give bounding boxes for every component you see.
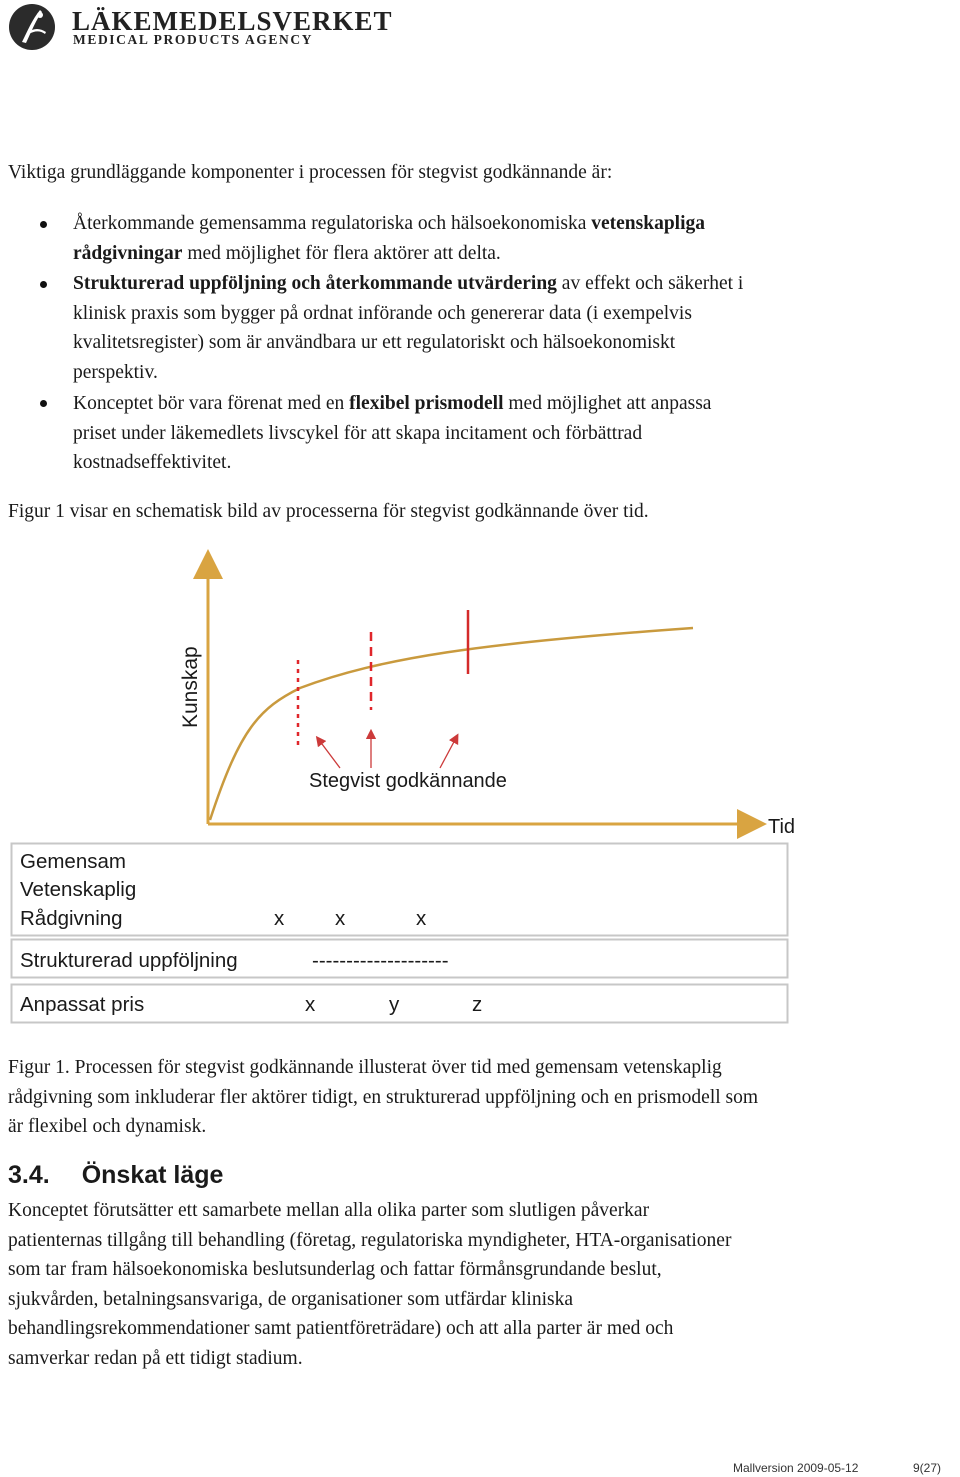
row-label-line: Rådgivning (20, 907, 123, 930)
bullet-list (0, 209, 960, 479)
row-mark: x (305, 993, 316, 1016)
y-axis-label: Kunskap (179, 646, 202, 728)
row-label-line: Gemensam (20, 850, 126, 873)
caption-line: är flexibel och dynamisk. (8, 1116, 207, 1138)
list-item-text: Konceptet bör vara förenat med en (73, 393, 350, 414)
logo-subtitle: MEDICAL PRODUCTS AGENCY (73, 32, 314, 47)
arrow-1-icon (319, 740, 340, 768)
list-item-line: perspektiv. (73, 362, 158, 383)
row-label-line: Vetenskaplig (20, 878, 137, 901)
list-item-line (73, 209, 873, 239)
row-mark: x (335, 907, 346, 930)
intro-text: Viktiga grundläggande komponenter i processen för stegvist godkännande är: (8, 162, 613, 183)
section-heading (8, 1161, 223, 1190)
paragraph-line: sjukvården, betalningsansvariga, de organisationer som utfärdar kliniska (8, 1288, 573, 1310)
paragraph-line: behandlingsrekommendationer samt patientföreträdare) och att alla parter är med och (8, 1318, 674, 1340)
row-label-line: Strukturerad uppföljning (20, 949, 238, 972)
row-label-line: Anpassat pris (20, 993, 145, 1016)
list-item-text: med möjlighet att anpassa (503, 393, 712, 414)
agency-emblem-icon (8, 2, 58, 52)
figure-reference: Figur 1 visar en schematisk bild av processerna för stegvist godkännande över tid. (8, 501, 649, 522)
arrow-3-icon (440, 738, 456, 768)
list-item-line: kostnadseffektivitet. (73, 452, 232, 473)
arrows-label: Stegvist godkännande (309, 770, 507, 792)
caption-line: rådgivning som inkluderar fler aktörer tidigt, en strukturerad uppföljning och en prismodell som (8, 1086, 759, 1108)
figure-1 (0, 548, 960, 1038)
row-mark: x (274, 907, 285, 930)
logo-name: LÄKEMEDELSVERKET (72, 6, 393, 36)
list-item-line (73, 389, 873, 419)
list-item-text: Återkommande gemensamma regulatoriska och hälsoekonomiska (73, 213, 592, 234)
page-number: 9(27) (913, 1461, 942, 1475)
bullet-icon (40, 281, 47, 288)
section-title: Önskat läge (81, 1161, 224, 1189)
caption-line: Figur 1. Processen för stegvist godkännande illusterat över tid med gemensam vetenskaplig (8, 1057, 722, 1078)
paragraph-line: Konceptet förutsätter ett samarbete mellan alla olika parter som slutligen påverkar (8, 1200, 650, 1221)
bullet-icon (40, 400, 47, 407)
row-mark: x (416, 907, 427, 930)
bullet-icon (40, 221, 47, 228)
row-mark: z (472, 993, 483, 1016)
list-item-line (73, 269, 873, 299)
row-mark: -------------------- (312, 949, 449, 972)
paragraph-line: som tar fram hälsoekonomiska beslutsunderlag och fattar förmånsgrundande beslut, (8, 1259, 662, 1281)
list-item-bold: flexibel prismodell (349, 393, 504, 414)
template-version: Mallversion 2009-05-12 (733, 1461, 859, 1475)
list-item-bold: rådgivningar (73, 242, 183, 264)
section-number: 3.4. (8, 1161, 50, 1189)
list-item-bold: Strukturerad uppföljning och återkommande utvärdering (73, 273, 557, 294)
row-mark: y (389, 993, 400, 1016)
paragraph-line: samverkar redan på ett tidigt stadium. (8, 1347, 303, 1369)
list-item-text: av effekt och säkerhet i (556, 273, 744, 294)
list-item-line: kvalitetsregister) som är användbara ur ett regulatoriskt och hälsoekonomiskt (73, 332, 676, 353)
list-item-line (73, 239, 873, 269)
list-item-bold: vetenskapliga (591, 213, 705, 234)
agency-logo (8, 2, 393, 52)
list-item-line: klinisk praxis som bygger på ordnat införande och genererar data (i exempelvis (73, 303, 692, 324)
paragraph-line: patienternas tillgång till behandling (företag, regulatoriska myndigheter, HTA-organisationer (8, 1229, 732, 1251)
x-axis-label: Tid (768, 816, 796, 838)
figure-svg (0, 548, 960, 1038)
list-item-line: priset under läkemedlets livscykel för att skapa incitament och förbättrad (73, 423, 643, 444)
figure-caption (8, 1053, 928, 1142)
section-paragraph (8, 1196, 928, 1374)
list-item-text: med möjlighet för flera aktörer att delta. (182, 242, 501, 264)
